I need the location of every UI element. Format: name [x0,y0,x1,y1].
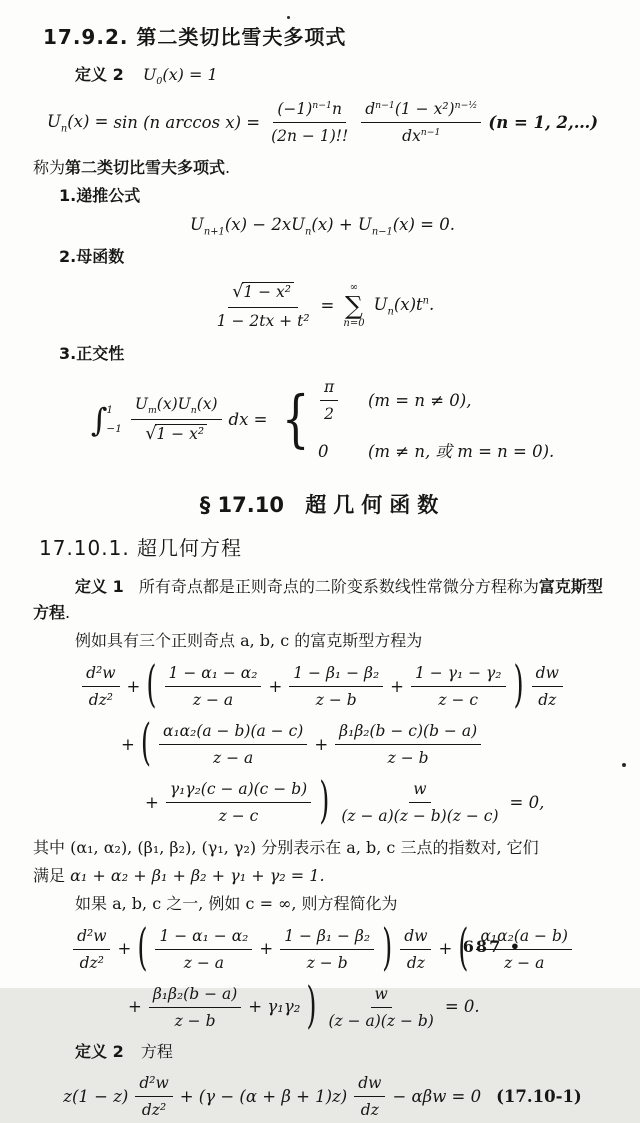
math-superscript: n [422,295,430,307]
denominator: z − c [438,690,479,709]
text-token: . [225,158,231,178]
numerator: 1 − β₁ − β₂ [289,661,383,687]
cases-brace-icon: { [282,382,311,456]
dw-dz-fraction [354,1071,385,1122]
plus-sign: + [145,792,159,812]
numerator: dw [400,924,431,950]
simplified-equation-line-1 [33,920,612,978]
simplification-condition-line: 如果 a, b, c 之一, 例如 c = ∞, 则方程简化为 [75,893,398,913]
generating-fraction [213,279,314,333]
equals-zero: = 0. [444,997,480,1017]
heading-section-17-10 [33,489,612,522]
numerator: dw [532,661,563,687]
close-paren: ) [306,978,317,1036]
list-item-recurrence: 1.递推公式 [59,185,141,205]
math-subscript: 0 [156,76,163,88]
text-token: 满足 [33,865,71,885]
numerator: 1 − β₁ − β₂ [280,924,374,950]
equals-sign: = [320,296,335,316]
plus-sign: + [259,939,274,959]
definition-1-text: 所有奇点都是正则奇点的二阶变系数线性常微分方程称为 [138,577,539,597]
denominator: z − a [504,953,545,972]
sum-upper-limit: ∞ [349,281,359,293]
list-item-generating-function: 2.母函数 [59,247,125,267]
math-token: n [331,100,342,119]
dw-dz-fraction [532,661,563,712]
math-token: U [190,214,204,234]
sum-operator [343,283,364,330]
section-title: 超几何函数 [305,492,446,517]
gamma-product-fraction [166,777,311,828]
math-token: d [365,100,376,119]
text-token: 称为 [33,158,66,178]
numerator [361,97,481,123]
sqrt-radical-icon: √ [232,282,244,303]
math-token: U [142,65,157,84]
integral-sign [91,402,122,438]
case-condition: (m = n ≠ 0), [367,390,472,410]
beta-fraction [280,924,374,975]
fuchs-equation-line-2 [121,715,612,773]
math-subscript: n [190,404,197,416]
fuchs-equation-line-1 [33,657,612,715]
sum-lower-limit: n=0 [343,318,365,330]
orthogonality-fraction [131,392,222,448]
exponent-pairs-paragraph-line-2 [33,863,612,889]
math-subscript: n+1 [203,226,225,238]
denominator: z − b [387,748,429,767]
numerator: α₁α₂(a − b)(a − c) [159,719,307,745]
denominator [141,420,211,448]
plus-sign: + [128,997,142,1017]
page-number: 687 • [462,937,522,957]
plus-sign: + [121,734,135,754]
definition-2-line [75,63,612,90]
numerator: β₁β₂(b − a) [149,982,241,1008]
definition-1-paragraph [33,574,612,626]
math-subscript: m [147,404,157,416]
sigma-icon: ∑ [345,291,363,321]
exponent-sum-equation: α₁ + α₂ + β₁ + β₂ + γ₁ + γ₂ = 1. [70,865,325,885]
dw-dz-fraction [400,924,431,975]
math-token: U [134,394,148,413]
numerator: 1 − α₁ − α₂ [165,661,262,687]
denominator: z − a [183,953,225,972]
math-token: (1 − x²) [394,100,455,119]
case-value [318,439,354,465]
denominator: z − a [192,690,234,709]
numerator: π [320,375,338,401]
denominator: z − a [213,748,254,767]
scan-artifact [622,763,626,767]
math-token: (x) − 2xU [224,214,306,234]
close-paren: ) [513,657,524,715]
numerator: 1 − α₁ − α₂ [155,924,252,950]
numerator [273,97,346,123]
math-superscript: n−½ [454,99,478,111]
numerator: β₁β₂(b − c)(b − a) [335,719,481,745]
numerator: d²w [73,924,110,950]
math-subscript: n [305,226,312,238]
exponent-pairs-paragraph-line-1: 其中 (α₁, α₂), (β₁, β₂), (γ₁, γ₂) 分别表示在 a, b, c 三点的指数对, 它们 [33,837,539,857]
equals-zero: = 0, [509,792,545,812]
math-token: − αβw = 0 [392,1087,482,1107]
math-token: (x)U [156,394,191,413]
w-fraction [337,777,502,828]
heading-17-10-1: 17.10.1. 超几何方程 [39,536,243,561]
numerator: d²w [135,1071,172,1097]
case-row [318,375,554,426]
math-subscript: n [60,123,68,135]
alpha-fraction [155,924,252,975]
radicand: 1 − x² [155,424,207,443]
formula-lhs [47,109,109,137]
definition-2-label: 定义 2 [75,1041,124,1061]
math-token: dx = [228,409,268,429]
equation-tag: (17.10-1) [496,1087,582,1107]
math-token [190,212,455,240]
denominator: 1 − 2tx + t² [216,312,310,331]
denominator: (z − a)(z − b) [328,1011,434,1030]
scan-artifact [287,16,290,19]
definition-2-equation-line [75,1040,612,1065]
d2w-dz2-fraction [82,661,119,712]
math-token: 0 [317,441,329,461]
math-subscript: n−1 [371,226,393,238]
numerator: d²w [82,661,119,687]
denominator: z − b [174,1011,216,1030]
math-token: (x) = 0. [392,214,455,234]
math-token: (x)t [393,295,423,315]
denominator: dz [538,690,557,709]
plus-sign: + [268,676,283,696]
math-token: U [373,295,388,315]
close-paren: ) [319,773,330,831]
open-paren: ( [146,657,157,715]
equation-word: 方程 [140,1041,173,1061]
heading-17-9-2: 17.9.2. 第二类切比雪夫多项式 [43,25,347,49]
denominator: dz² [79,953,104,972]
bold-term: 第二类切比雪夫多项式 [65,158,226,178]
math-superscript: n−1 [420,126,441,138]
pi-over-2-fraction [320,375,338,426]
numerator: w [371,982,392,1008]
plus-sign: + [126,676,141,696]
math-token: + (γ − (α + β + 1)z) [179,1087,348,1107]
math-superscript: n−1 [312,99,332,111]
gamma-term: + γ₁γ₂ [248,997,301,1017]
integral-lower-limit: −1 [106,423,122,436]
text-token: . [65,602,71,622]
denominator [398,123,444,148]
denominator: dz² [141,1101,167,1120]
denominator: dz [360,1101,379,1120]
plus-sign: + [117,939,132,959]
case-value [318,375,354,426]
sqrt-radical-icon: √ [145,424,157,445]
denominator: z − b [306,953,348,972]
integral-icon: ∫ [90,400,108,439]
plus-sign: + [438,939,453,959]
plus-sign: + [390,676,404,696]
open-paren: ( [458,920,469,978]
numerator [131,392,222,421]
math-token: dx [402,127,421,146]
cases-group [276,375,554,465]
bold-term-fuchs: 富克斯型方程 [33,577,603,622]
math-token: (x) [196,394,218,413]
numerator: w [409,777,430,803]
cases-rows [318,375,554,465]
open-paren: ( [140,715,151,773]
beta-product-fraction [149,982,241,1033]
derivative-fraction [361,97,481,148]
integral-limits [106,402,121,438]
numerator [228,279,298,308]
un-definition-formula [33,97,612,148]
numerator: 1 − γ₁ − γ₂ [411,661,506,687]
simplified-equation-line-2 [128,978,612,1036]
denominator: (2n − 1)!! [271,127,349,146]
numerator: dw [354,1071,385,1097]
w-fraction [324,982,437,1033]
alpha-product-fraction [159,719,307,770]
close-paren: ) [382,920,393,978]
denominator: dz [406,953,425,972]
called-chebyshev-line [33,155,612,181]
radicand: 1 − x² [242,282,294,301]
definition-1-label: 定义 1 [75,577,124,597]
numerator: α₁α₂(a − b) [476,924,571,950]
math-token: sin (n arccos x) = [113,112,261,132]
denominator: z − c [218,806,259,825]
integral-upper-limit: 1 [106,403,114,416]
math-token: (−1) [277,100,313,119]
beta-fraction [289,661,383,712]
section-number: § 17.10 [199,492,284,517]
hypergeometric-equation-17-10-1 [33,1071,612,1122]
denominator: z − b [315,690,357,709]
case-condition: (m ≠ n, 或 m = n = 0). [367,441,555,461]
math-superscript: n−1 [375,99,395,111]
plus-sign: + [314,734,329,754]
fuchs-example-line: 例如具有三个正则奇点 a, b, c 的富克斯型方程为 [75,630,423,650]
alpha-fraction [165,661,262,712]
case-row [318,439,554,465]
denominator: dz² [88,690,113,709]
u0-formula [142,65,218,88]
math-token: z(1 − z) [63,1087,129,1107]
open-paren: ( [137,920,148,978]
coefficient-fraction [267,97,352,148]
fuchs-equation-line-3 [145,773,612,831]
definition-2-label: 定义 2 [75,65,124,84]
recurrence-formula [33,212,612,240]
math-token: (x) = [67,111,109,131]
beta-product-fraction [335,719,481,770]
orthogonality-formula [33,375,612,465]
gamma-fraction [411,661,506,712]
denominator: (z − a)(z − b)(z − c) [341,806,499,825]
math-token: (x) + U [311,214,372,234]
range-note: (n = 1, 2,…) [488,112,599,132]
math-token: (x) = 1 [162,65,218,84]
sum-body [374,292,435,320]
list-item-orthogonality: 3.正交性 [59,344,125,364]
generating-function-formula [33,279,612,333]
d2w-dz2-fraction [73,924,110,975]
math-token: U [46,111,61,131]
denominator: 2 [324,404,334,423]
numerator: γ₁γ₂(c − a)(c − b) [166,777,311,803]
math-subscript: n [387,306,394,318]
math-token: . [429,295,435,315]
d2w-dz2-fraction [135,1071,172,1122]
